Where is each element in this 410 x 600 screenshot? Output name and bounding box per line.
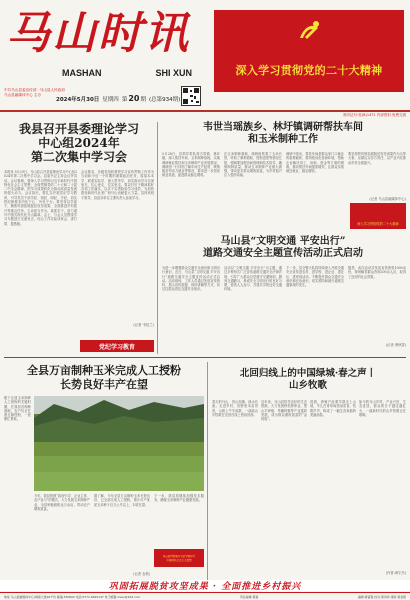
cornfield-photo [34, 396, 204, 491]
article-5-body: 如今的马山乡村，产业兴旺、生态宜居，群众的日子越过越红火，一曲新时代的山乡牧歌正在唱响。 [359, 400, 406, 417]
section-tag-label: 党纪学习教育 [98, 343, 135, 351]
article-4-body: 下一步，我县将继续加强技术服务，确保玉米制种产业健康发展。 [154, 494, 204, 503]
promo-box[interactable] [350, 203, 406, 229]
emblem-icon [296, 18, 322, 44]
article-5-headline[interactable] [210, 368, 406, 392]
headline-line: 马山县“文明交通 平安出行” [220, 236, 346, 247]
footer-address: 地址:马山县融媒体中心(城南大道207号) 邮编:530600 电话:0771-6822147 电子邮箱:mssx@163.com [4, 594, 141, 599]
article-3-body: 下一步，县交警大队将持续深入开展交通安全宣传进农村、进学校、进企业、进社区、进家庭活动，不断提升群众交通安全意识和法治意识，切实预防和减少道路交通事故的发生。 [286, 266, 344, 288]
qr-code-icon [181, 86, 201, 106]
article-3-body: 活动以“文明交通 平安出行”为主题，通过多种形式广泛宣传道路交通安全法律法规，引导广大群众自觉遵守交通规则，摒弃交通陋习，养成安全文明出行的良好习惯，营造人人参与、共建共享的良好交通环境。 [224, 266, 282, 292]
logo-char: 讯 [144, 8, 188, 59]
publisher-line: 马山县融媒体中心 主办 [4, 93, 42, 97]
headline-line: 全县万亩制种玉米完成人工授粉 [27, 364, 181, 377]
article-4-body: 眼下正值玉米制种人工授粉的关键时期，在我县各制种基地，农户们正忙着去雄授粉，一派繁忙景象。 [4, 396, 31, 422]
headline-line: 道路交通安全主题宣传活动正式启动 [203, 248, 363, 259]
article-2-byline: (记者 马山县融媒体中心) [369, 197, 406, 201]
page-footer [0, 592, 410, 600]
footer-editor: 责任编辑:黄富 [239, 594, 259, 599]
bottom-slogan-banner [0, 580, 410, 591]
article-4-byline: (记者 农秋) [133, 572, 150, 576]
logo-char: 时 [98, 8, 142, 59]
issue-date: 2024年5月30日 [56, 97, 100, 103]
article-2-body: 5月28日，县领导带队到古零镇、林圩镇，深入帮扶车间、玉米制种基地，实地调研就业帮扶和玉米制种产业发展情况。调研组一行详细了解车间生产经营、吸纳脱贫劳动力就业等情况，要求进一步拓宽就业渠道，促进群众稳定增收。 [162, 152, 220, 178]
pinyin-left: MASHAN [62, 68, 102, 78]
article-1-body: 本报讯 5月29日，马山县召开县委理论学习中心组2024年第二次集中学习会。县委书记主持会议并讲话。会议强调，要深入学习贯彻习近平新时代中国特色社会主义思想，全面贯彻党的二十大和二十届二中全会精神，把学习成果转化为推动高质量发展的强大动力。会议指出，要扎实开展党纪学习教育，引导党员干部学纪、知纪、明纪、守纪，切实把纪律要求内化于心、外化于行。要坚持以学促干，聚焦巩固拓展脱贫攻坚成果、全面推进乡村振兴等重点任务，主动担当作为，真抓实干，奋力谱写中国式现代化马山篇章。会上，与会人员围绕学习专题进行交流发言，结合工作实际谈体会、讲打算、提措施。 [4, 170, 77, 226]
article-4-headline[interactable] [4, 364, 204, 392]
article-2-body: 要坚持把巩固拓展脱贫攻坚成果作为头等大事，压紧压实各方责任，以产业兴旺推动乡村全面振兴。 [348, 152, 406, 165]
issue-weekday: 星期四 [102, 97, 119, 103]
article-1-body: 会议要求，各级党组织要把学习宣传贯彻工作作为当前和今后一个时期的重要政治任务，原原本本学、联系实际学、深入思考学，切实推动学习往深里走、往心里走、往实里走。要以钉钉子精神抓好各项工作落实，以实干实绩检验学习成效，为加快建设新时代壮美广西马山贡献更大力量。县四家班子领导，县直各单位主要负责人参加学习。 [81, 170, 154, 200]
article-3-headline[interactable] [160, 236, 406, 260]
promo-box-label: 深入学习贯彻党的二十大精神 [357, 222, 399, 226]
article-5-byline: (作者:黄宇杰) [385, 571, 406, 575]
note-free: 免费交流 [392, 113, 406, 117]
article-4-body: 今年，我县按照“政府引导、企业主体、农户参与”的模式，大力发展玉米制种产业，全县种植面积达万余亩，带动农户增收致富。 [34, 494, 90, 511]
logo-char: 山 [52, 8, 96, 59]
issue-prefix: 第 [121, 97, 128, 103]
article-3-byline: (记者 黄秋香) [385, 343, 406, 347]
masthead-banner [214, 10, 404, 92]
article-1-headline[interactable] [4, 122, 154, 164]
mini-ad-box[interactable] [154, 549, 204, 567]
headline-line: 第二次集中学习会 [30, 150, 127, 164]
mini-ad-line: 中国特色社会主义思想 [166, 559, 192, 562]
article-5-body: 春天的马山，青山如黛，绿水长流。走进乡村，田野里禾苗青青，山坡上牛羊成群，一曲曲山乡牧歌在北回归线上悠扬回荡。 [212, 400, 258, 417]
bottom-slogan: 巩固拓展脱贫攻坚成果 · 全面推进乡村振兴 [108, 582, 302, 592]
article-1-byline: (记者 韦桂兰) [133, 323, 154, 327]
note-internal: 内部资料 [376, 113, 391, 117]
section-tag-party-discipline[interactable] [80, 340, 154, 352]
article-2-body: 在玉米制种基地，调研组察看了玉米长势，听取了制种面积、授粉进度等情况汇报，强调要加强田间管理和技术指导，确保制种质量，推动玉米制种产业做大做强，带动更多群众增收致富，为乡村振兴注入强劲动能。 [224, 152, 282, 178]
headline-line: 山乡牧歌 [288, 380, 327, 391]
mini-ad-line: 马山县贯彻落实习近平新时代 [162, 555, 196, 558]
headline-line: 韦世当瑶族乡、林圩镇调研帮扶车间 [203, 122, 363, 133]
article-2-body: 调研中指出，帮扶车间是群众家门口就业的重要载体，要持续优化营商环境，帮助企业解决用工、用地、资金等方面的困难，推动帮扶车间提质增效，让群众实现就近就业、稳定增收。 [286, 152, 344, 174]
article-4-body: 据了解，今年全县万亩制种玉米长势良好，已全部完成人工授粉，预计可产优质玉米种子百万公斤以上，丰收在望。 [94, 494, 150, 507]
headline-line: 长势良好丰产在望 [60, 378, 148, 391]
pinyin-right: SHI XUN [155, 68, 192, 78]
article-2-headline[interactable] [160, 122, 406, 146]
headline-line: 和玉米制种工作 [248, 134, 318, 145]
logo-char: 马 [6, 8, 50, 59]
article-5-body: 近年来，马山县依托良好的生态资源，大力发展特色种养业，黑山羊养殖、旱藕种植等产业蓬勃发展，成为群众增收致富的“金钥匙”。 [261, 400, 307, 422]
headline-line: 北回归线上的中国绿城·春之声丨 [239, 368, 377, 379]
article-5-body: 清晨，养殖户赶着羊群走上山坡，羊儿在青草间悠闲觅食，牧歌声声，构成了一幅生态和谐的美丽画卷。 [310, 400, 356, 417]
banner-slogan: 深入学习贯彻党的二十大精神 [235, 64, 383, 77]
headline-line: 我县召开县委理论学习 [18, 122, 139, 136]
masthead-right-notes [262, 113, 406, 118]
publisher-line: 中共马山县委宣传部 · 马山县人民政府 [4, 88, 65, 92]
footer-staff: 编辑:黄富强 校对:黄凤珍 排版:黄金棋 [357, 594, 406, 599]
issue-number: 20 [128, 94, 140, 103]
issue-suffix: 期 [140, 97, 146, 103]
masthead-logo [6, 6, 206, 62]
issue-total: (总第934期) [148, 97, 181, 103]
article-3-body: 据悉，此次活动共发放宣传资料1000余份，现场解答群众咨询200余人次，取得了良好的社会效果。 [348, 266, 406, 279]
issue-info [56, 94, 184, 103]
note-permit: 准印证号:桂(B)1471 [343, 113, 376, 117]
article-3-body: 为进一步增强群众交通安全意识和文明出行意识，近日，马山县“文明交通 平安出行”道路交通安全主题宣传活动正式启动。活动现场，工作人员通过发放宣传资料、展示宣传展板、现场讲解等方式，向过往群众普及交通安全知识。 [162, 266, 220, 292]
headline-line: 中心组2024年 [38, 136, 120, 150]
masthead-pinyin [62, 68, 192, 78]
